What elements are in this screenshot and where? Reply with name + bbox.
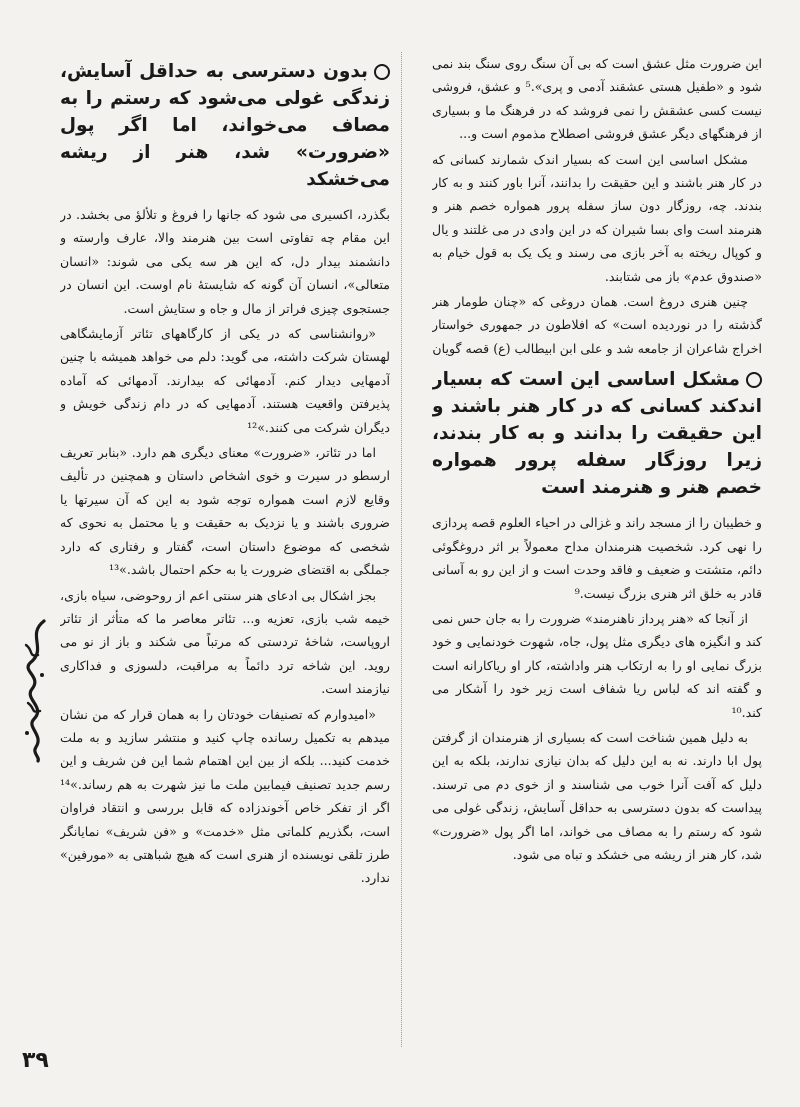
paragraph: این ضرورت مثل عشق است که بی آن سنگ روی سنگ بند نمی شود و «طفیل هستی عشقند آدمی و پری».⁵ و عشق، فروشی نیست کسی عشقش را نمی فروشد که در فرهنگ ما و بسیاری از فرهنگهای دیگر عشق فروشی اصطلاح مذموم است و... [432,56,762,142]
circle-bullet-icon [374,64,390,80]
right-column [432,52,762,1047]
pull-quote-text: بدون دسترسی به حداقل آسایش، زندگی غولی می‌شود که رستم را به مصاف می‌خواند، اما اگر پول «ضرورت» شد، هنر از ریشه می‌خشکد [60,61,390,190]
paragraph: بجز اشکال بی ادعای هنر سنتی اعم از روحوضی، سیاه بازی، خیمه شب بازی، تعزیه و... تئاتر معاصر ما که متأثر از تئاتر اروپاست، شاخهٔ تردستی که مرتباً می شکند و باز از نو می روید. این شاخه ترد دائماً به مراقبت، دلسوزی و فداکاری نیازمند است. [60,587,390,697]
paragraph: اما در تئاتر، «ضرورت» معنای دیگری هم دارد. «بنابر تعریف ارسطو در سیرت و خوی اشخاص داستان و همچنین در تألیف وقایع لازم است همواره توجه شود به این که آن سیرتها یا ضروری باشند و یا نزدیک به حقیقت و یا محتمل به نحوی که شخصی که موضوع داستان است، گفتار و رفتاری که دارد جملگی به اقتضای ضرورت یا به حکم احتمال باشد.»¹³ [60,445,390,578]
column-divider [401,52,403,1047]
page-number: ۳۹ [22,1048,49,1073]
paragraph: مشکل اساسی این است که بسیار اندک شمارند کسانی که در کار هنر باشند و این حقیقت را بدانند، آنرا باور کنند و به کار بندند. چه، روزگار دون ساز سفله پرور همواره خصم هنر و هنرمند است وای بسا شیران که در این وادی در می غلتند و یال و کوپال ریخته به آخر بازی می رسند و یک یک به قول خیام به «صندوق عدم» باز می شتابند. [432,151,762,284]
paragraph: چنین هنری دروغ است. همان دروغی که «چنان طومار هنر گذشته را در نوردیده است» که افلاطون در جمهوری خواستار اخراج شاعران از جامعه شد و علی ابن ابیطالب (ع) قصه گویان [432,294,762,356]
pull-quote-text: مشکل اساسی این است که بسیار اندکند کسانی که در کار هنر باشند و این حقیقت را بدانند و به کار بندند، زیرا روزگار سفله پرور همواره خصم هنر و هنرمند است [432,369,762,499]
paragraph: از آنجا که «هنر پرداز ناهنرمند» ضرورت را به جان حس نمی کند و انگیزه های دیگری مثل پول، جاه، شهوت خودنمایی و خود بزرگ نمایی او را به ارتکاب هنر واداشته، کار او ریاکارانه است و گفته اند که لباس ریا شفاف است زیر خود را آشکار می کند.¹⁰ [432,610,762,720]
pull-quote [432,366,762,501]
pull-quote [60,58,390,193]
magazine-logo-icon [18,615,52,765]
paragraph: «امیدوارم که تصنیفات خودتان را به همان قرار که من نشان میدهم به تکمیل رسانده چاپ کنید و منتشر سازید و به ملت خدمت کنید... بلکه از بین این اهتمام شما این فن شریف و این رسم جدید تصنیف فیمابین ملت ما نیز شهرت به هم رساند.»¹⁴ اگر از تفکر خاص آخوندزاده که قابل بررسی و انتقاد فراوان است، بگذریم کلماتی مثل «خدمت» و «فن شریف» نمایانگر طرز تلقی نویسنده از هنری است که هیچ شباهتی به «مورفین» ندارد. [60,706,390,886]
paragraph: و خطیبان را از مسجد راند و غزالی در احیاء العلوم قصه پردازی را نهی کرد. شخصیت هنرمندان مداح معمولاً بر اثر دروغگوئی دائم، متشتت و ضعیف و فاقد وحدت است و از این رو به آسانی قادر به خلق اثر هنری بزرگ نیست.⁹ [432,515,762,601]
paragraph: به دلیل همین شناخت است که بسیاری از هنرمندان از گرفتن پول ابا دارند. نه به این دلیل که بدان نیازی ندارند، بلکه به این دلیل که آفت آنرا خوب می شناسند و از خوی دم می ترسند. پیداست که بدون دسترسی به حداقل آسایش، زندگی غولی می شود که رستم را به مصاف می خواند، اما اگر پول «ضرورت» شد، کار هنر از ریشه می خشکد و تباه می شود. [432,729,762,862]
paragraph: بگذرد، اکسیری می شود که جانها را فروغ و تلألؤ می بخشد. در این مقام چه تفاوتی است بین هنرمند والا، عارف وارسته و دانشمند بیدار دل، که این هر سه یکی می شوند: «انسان متعالی»، انسان آن گونه که شایستهٔ نام اوست. این انسان در جستجوی چیزی فراتر از مال و جاه و ستایش است. [60,207,390,316]
left-column [60,52,390,1047]
circle-bullet-icon [746,372,762,388]
paragraph: «روانشناسی که در یکی از کارگاههای تئاتر آزمایشگاهی لهستان شرکت داشته، می گوید: دلم می خواهد همیشه با چنین آدمهایی دیدار کنم. آدمهائی که بیدارند. آدمهائی که آماده پذیرفتن واقعیت هستند. آدمهایی که در دام زندگی خویش و دیگران شرکت می کنند.»¹² [60,326,390,435]
